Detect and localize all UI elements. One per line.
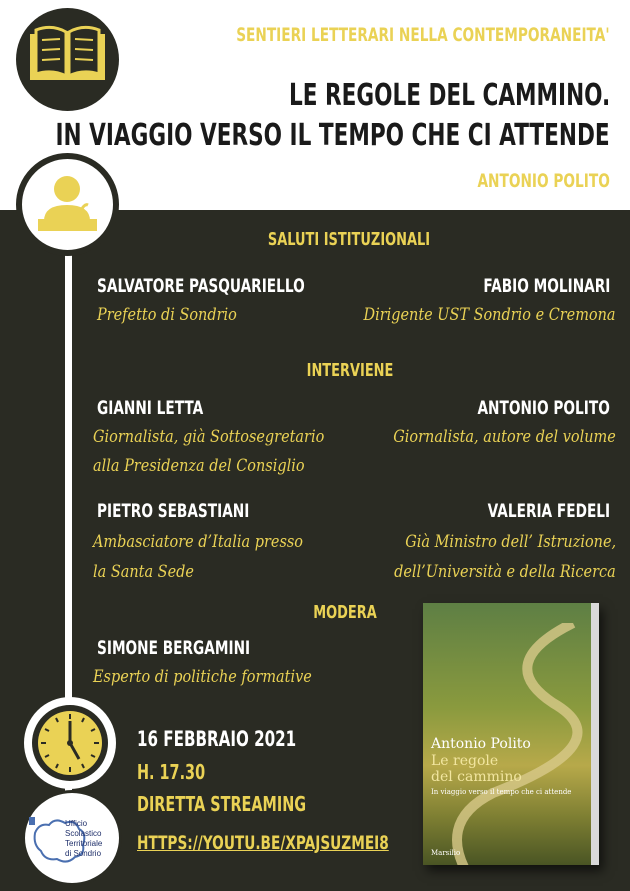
book-cover-author: Antonio Polito xyxy=(431,736,531,752)
speaker-name-fedeli: VALERIA FEDELI xyxy=(487,500,610,522)
speaker-role-fedeli-1: Già Ministro dell’ Istruzione, xyxy=(405,532,616,552)
event-mode: DIRETTA STREAMING xyxy=(137,792,307,816)
speaker-role-sebastiani-2: la Santa Sede xyxy=(93,562,194,582)
series-title: SENTIERI LETTERARI NELLA CONTEMPORANEITA' xyxy=(236,24,610,46)
open-book-icon xyxy=(16,8,119,111)
book-cover-title-2: del cammino xyxy=(431,769,522,785)
clock-icon-circle xyxy=(24,697,116,789)
logo-text-1: Ufficio xyxy=(65,819,88,828)
logo-text-4: di Sondrio xyxy=(65,849,102,858)
book-title-line2: IN VIAGGIO VERSO IL TEMPO CHE CI ATTENDE xyxy=(55,118,610,153)
event-time: H. 17.30 xyxy=(137,760,206,784)
speaker-name-bergamini: SIMONE BERGAMINI xyxy=(97,637,251,659)
book-cover-subtitle: In viaggio verso il tempo che ci attende xyxy=(431,788,572,796)
speaker-role-polito: Giornalista, autore del volume xyxy=(393,427,616,447)
speaker-role-letta-2: alla Presidenza del Consiglio xyxy=(93,456,305,476)
speaker-name-pasquariello: SALVATORE PASQUARIELLO xyxy=(97,275,305,297)
speaker-podium-icon xyxy=(22,159,113,250)
book-title-line1: LE REGOLE DEL CAMMINO. xyxy=(288,78,610,113)
speaker-role-bergamini: Esperto di politiche formative xyxy=(93,667,312,687)
modera-heading: MODERA xyxy=(313,602,377,623)
speaker-name-sebastiani: PIETRO SEBASTIANI xyxy=(97,500,250,522)
speaker-role-sebastiani-1: Ambasciatore d’Italia presso xyxy=(93,532,303,552)
clock-icon xyxy=(24,697,116,789)
saluti-heading: SALUTI ISTITUZIONALI xyxy=(267,229,431,250)
event-date: 16 FEBBRAIO 2021 xyxy=(137,727,297,751)
book-cover-publisher: Marsilio xyxy=(431,849,461,857)
speaker-name-polito: ANTONIO POLITO xyxy=(477,397,610,419)
book-cover-title-1: Le regole xyxy=(431,753,499,769)
book-cover xyxy=(423,603,599,865)
header-author: ANTONIO POLITO xyxy=(477,170,610,192)
speaker-name-molinari: FABIO MOLINARI xyxy=(483,275,610,297)
speaker-role-molinari: Dirigente UST Sondrio e Cremona xyxy=(363,305,616,325)
ust-logo-circle xyxy=(22,790,122,886)
speaker-icon-circle xyxy=(16,153,119,256)
speaker-role-fedeli-2: dell’Università e della Ricerca xyxy=(394,562,616,582)
book-spine xyxy=(591,603,599,865)
logo-text-3: Territoriale xyxy=(65,839,103,848)
speaker-role-letta-1: Giornalista, già Sottosegretario xyxy=(93,427,325,447)
streaming-link[interactable]: HTTPS://YOUTU.BE/XPAJSUZMEI8 xyxy=(137,832,389,854)
book-icon-circle xyxy=(16,8,119,111)
interviene-heading: INTERVIENE xyxy=(306,360,394,381)
speaker-role-pasquariello: Prefetto di Sondrio xyxy=(97,305,237,325)
speaker-name-letta: GIANNI LETTA xyxy=(97,397,204,419)
logo-text-2: Scolastico xyxy=(65,829,102,838)
lombardy-map-icon xyxy=(25,793,119,883)
